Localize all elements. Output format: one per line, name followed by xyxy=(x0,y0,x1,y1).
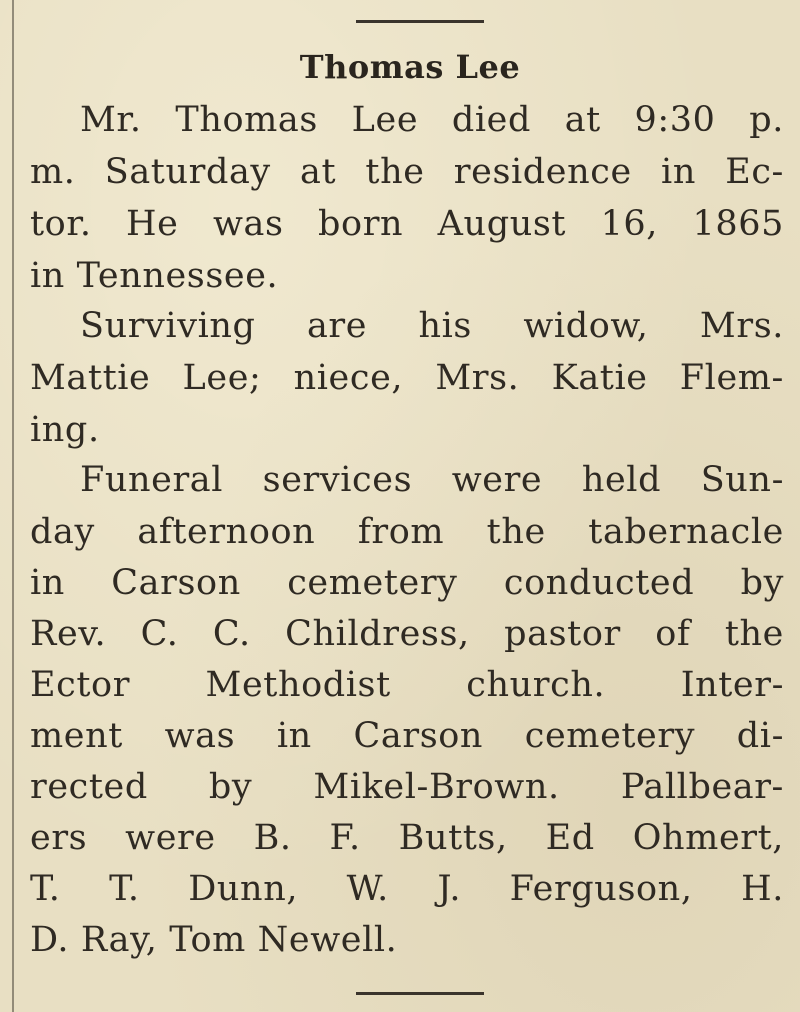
text-line: in Tennessee. xyxy=(30,256,279,296)
text-line: Rev. C. C. Childress, pastor of the xyxy=(30,614,784,654)
text-line: m. Saturday at the residence in Ec- xyxy=(30,152,784,192)
text-line: in Carson cemetery conducted by xyxy=(30,563,784,603)
text-line: ers were B. F. Butts, Ed Ohmert, xyxy=(30,818,784,858)
bottom-rule xyxy=(356,992,484,995)
text-line: Surviving are his widow, Mrs. xyxy=(80,306,784,346)
text-line: rected by Mikel-Brown. Pallbear- xyxy=(30,767,784,807)
text-line: Mattie Lee; niece, Mrs. Katie Flem- xyxy=(30,358,784,398)
text-line: T. T. Dunn, W. J. Ferguson, H. xyxy=(30,869,784,909)
text-line: Mr. Thomas Lee died at 9:30 p. xyxy=(80,100,784,140)
column-divider xyxy=(12,0,14,1012)
text-line: ing. xyxy=(30,410,100,450)
text-line: Funeral services were held Sun- xyxy=(80,460,784,500)
obituary-headline: Thomas Lee xyxy=(299,48,521,86)
text-line: D. Ray, Tom Newell. xyxy=(30,920,398,960)
text-line: ment was in Carson cemetery di- xyxy=(30,716,784,756)
text-line: tor. He was born August 16, 1865 xyxy=(30,204,784,244)
text-line: Ector Methodist church. Inter- xyxy=(30,665,784,705)
top-rule xyxy=(356,20,484,23)
text-line: day afternoon from the tabernacle xyxy=(30,512,784,552)
